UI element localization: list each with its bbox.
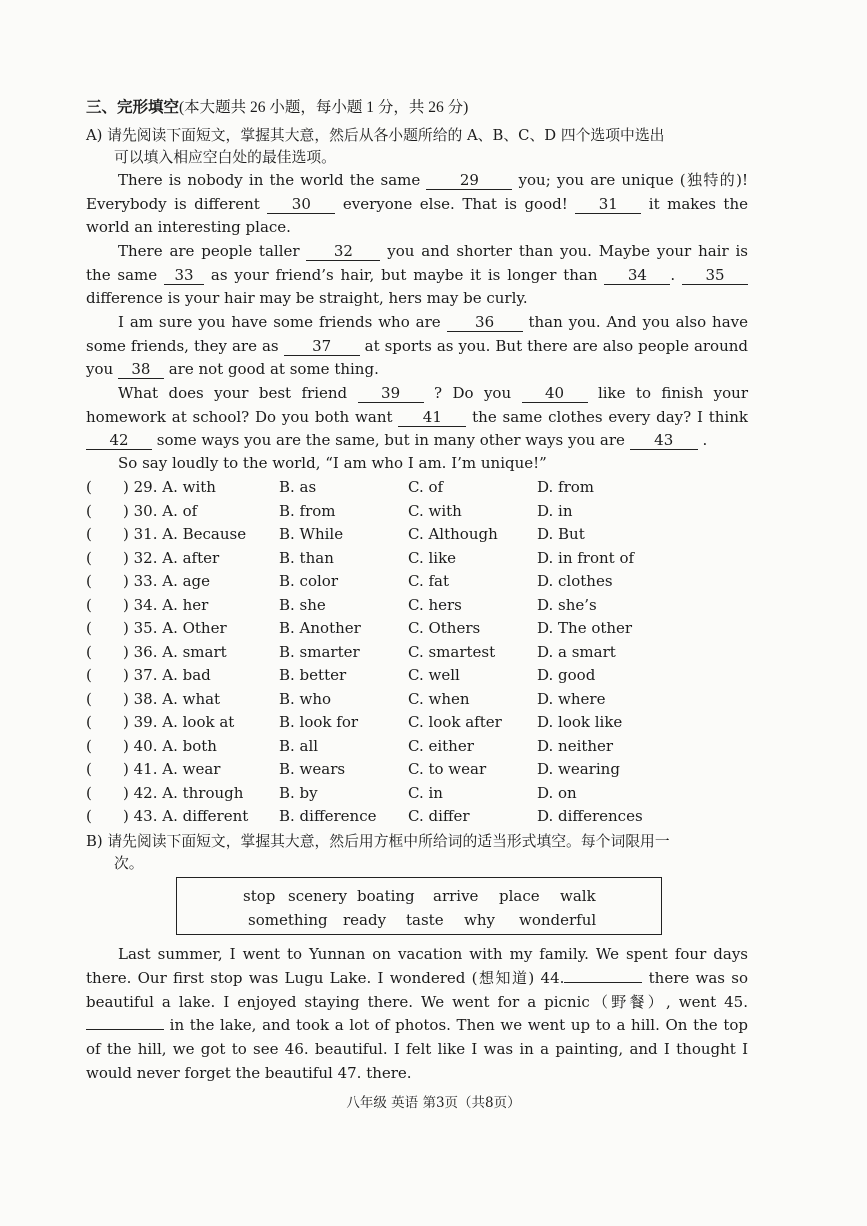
question-row	[86, 805, 766, 827]
option-c[interactable]: C. Although	[408, 525, 498, 543]
option-b[interactable]: B. she	[279, 595, 326, 614]
blank-32[interactable]: 32	[306, 242, 380, 261]
question-row	[86, 547, 766, 569]
option-d[interactable]: D. she’s	[537, 595, 597, 614]
word-bank-item: scenery	[288, 887, 348, 905]
option-d[interactable]: D. differences	[537, 807, 643, 825]
option-d[interactable]: D. in front of	[537, 548, 635, 567]
question-row	[86, 500, 766, 522]
option-b[interactable]: B. color	[279, 572, 338, 590]
blank-43[interactable]: 43	[630, 431, 698, 450]
blank-36[interactable]: 36	[447, 313, 523, 332]
option-c[interactable]: C. hers	[408, 595, 462, 614]
option-d[interactable]: D. from	[537, 478, 595, 496]
option-c[interactable]: C. smartest	[408, 642, 496, 661]
section-title-rest: (本大题共 26 小题，每小题 1 分，共 26 分)	[179, 99, 469, 116]
blank-34[interactable]: 34	[604, 266, 670, 285]
option-d[interactable]: D. neither	[537, 736, 614, 755]
question-number-option-a[interactable]: ) 42. A. through	[123, 783, 244, 802]
blank-44[interactable]	[564, 982, 642, 983]
blank-30[interactable]: 30	[267, 195, 335, 214]
answer-paren[interactable]: (	[86, 642, 92, 661]
option-c[interactable]: C. fat	[408, 572, 450, 590]
option-b[interactable]: B. from	[279, 501, 336, 520]
option-b[interactable]: B. wears	[279, 760, 346, 778]
part-b-instruction-1: B) 请先阅读下面短文，掌握其大意，然后用方框中所给词的适当形式填空。每个词限用一	[86, 833, 670, 850]
question-row	[86, 476, 766, 498]
question-number-option-a[interactable]: ) 32. A. after	[123, 548, 220, 567]
blank-37[interactable]: 37	[284, 337, 360, 356]
passage-paragraph-2: There are people taller 32 you and shorter than you. Maybe your hair is the same 33 as your friend’s hair, but maybe it is longer than 34 . 35 difference is your hair may be straight, hers may be curly.	[86, 242, 748, 307]
option-c[interactable]: C. like	[408, 548, 457, 567]
part-b-instruction-2: 次。	[114, 855, 144, 872]
question-number-option-a[interactable]: ) 41. A. wear	[123, 760, 221, 778]
question-number-option-a[interactable]: ) 36. A. smart	[123, 642, 227, 661]
answer-paren[interactable]: (	[86, 783, 92, 802]
page-footer: 八年级 英语 第3页（共8页）	[346, 1095, 521, 1111]
answer-paren[interactable]: (	[86, 713, 92, 731]
question-number-option-a[interactable]: ) 43. A. different	[123, 807, 249, 825]
passage-paragraph-5: So say loudly to the world, “I am who I am. I’m unique!”	[118, 454, 547, 472]
question-row	[86, 711, 766, 733]
option-b[interactable]: B. Another	[279, 619, 361, 637]
question-row	[86, 758, 766, 780]
option-b[interactable]: B. smarter	[279, 642, 360, 661]
option-d[interactable]: D. where	[537, 689, 606, 708]
blank-41[interactable]: 41	[398, 408, 466, 427]
option-c[interactable]: C. when	[408, 689, 470, 708]
blank-35[interactable]: 35	[682, 266, 748, 285]
question-row	[86, 617, 766, 639]
question-row	[86, 688, 766, 710]
part-b-passage: Last summer, I went to Yunnan on vacation with my family. We spent four days there. Our first stop was Lugu Lake. I wondered (想知道) 44. there was so beautiful a lake. I enjoyed staying there. We went for a picnic（野餐）, went 45. in the lake, and took a lot of photos. Then we went up to a hill. On the top of the hill, we got to see 46. beautiful. I felt like I was in a painting, and I thought I would never forget the beautiful 47. there.	[86, 945, 748, 1082]
option-b[interactable]: B. look for	[279, 713, 359, 731]
option-b[interactable]: B. by	[279, 783, 318, 802]
part-a-instruction-1: A) 请先阅读下面短文，掌握其大意，然后从各小题所给的 A、B、C、D 四个选项中选出	[86, 127, 665, 144]
blank-40[interactable]: 40	[522, 384, 588, 403]
passage-paragraph-4: What does your best friend 39 ? Do you 40 like to finish your homework at school? Do you both want 41 the same clothes every day? I think 42 some ways you are the same, but in many other ways you are 43 .	[86, 384, 748, 449]
option-b[interactable]: B. While	[279, 525, 344, 543]
question-row	[86, 782, 766, 804]
question-number-option-a[interactable]: ) 33. A. age	[123, 572, 211, 590]
part-a-instruction-2: 可以填入相应空白处的最佳选项。	[114, 149, 336, 166]
question-row	[86, 523, 766, 545]
option-d[interactable]: D. clothes	[537, 572, 613, 590]
word-bank-item: boating	[357, 887, 415, 905]
answer-paren[interactable]: (	[86, 572, 92, 590]
answer-paren[interactable]: (	[86, 595, 92, 614]
word-bank-item: ready	[343, 911, 387, 929]
answer-paren[interactable]: (	[86, 807, 92, 825]
word-bank-item: something	[248, 911, 328, 929]
blank-38[interactable]: 38	[118, 360, 164, 379]
option-d[interactable]: D. wearing	[537, 760, 620, 778]
option-b[interactable]: B. than	[279, 548, 334, 567]
answer-paren[interactable]: (	[86, 619, 92, 637]
option-c[interactable]: C. with	[408, 501, 462, 520]
question-number-option-a[interactable]: ) 30. A. of	[123, 501, 198, 520]
answer-paren[interactable]: (	[86, 525, 92, 543]
question-number-option-a[interactable]: ) 29. A. with	[123, 478, 216, 496]
option-c[interactable]: C. differ	[408, 807, 470, 825]
word-bank-item: place	[499, 887, 540, 905]
question-number-option-a[interactable]: ) 37. A. bad	[123, 666, 211, 684]
question-number-option-a[interactable]: ) 35. A. Other	[123, 619, 227, 637]
question-row	[86, 594, 766, 616]
question-row	[86, 664, 766, 686]
option-d[interactable]: D. The other	[537, 619, 633, 637]
question-number-option-a[interactable]: ) 34. A. her	[123, 595, 209, 614]
blank-29[interactable]: 29	[426, 171, 512, 190]
question-number-option-a[interactable]: ) 40. A. both	[123, 736, 217, 755]
blank-42[interactable]: 42	[86, 431, 152, 450]
option-b[interactable]: B. difference	[279, 807, 377, 825]
word-bank-item: wonderful	[519, 911, 597, 929]
answer-paren[interactable]: (	[86, 760, 92, 778]
option-c[interactable]: C. look after	[408, 713, 502, 731]
option-b[interactable]: B. who	[279, 689, 332, 708]
option-b[interactable]: B. as	[279, 478, 317, 496]
option-d[interactable]: D. good	[537, 666, 596, 684]
option-d[interactable]: D. in	[537, 501, 573, 520]
question-number-option-a[interactable]: ) 39. A. look at	[123, 713, 235, 731]
blank-39[interactable]: 39	[358, 384, 424, 403]
question-row	[86, 641, 766, 663]
answer-paren[interactable]: (	[86, 666, 92, 684]
section-title	[86, 98, 468, 118]
question-number-option-a[interactable]: ) 31. A. Because	[123, 525, 247, 543]
option-b[interactable]: B. better	[279, 666, 347, 684]
answer-paren[interactable]: (	[86, 736, 92, 755]
passage-paragraph-1: There is nobody in the world the same 29 you; you are unique (独特的)! Everybody is different 30 everyone else. That is good! 31 it makes the world an interesting place.	[86, 171, 749, 236]
option-d[interactable]: D. But	[537, 525, 585, 543]
word-bank-item: taste	[406, 911, 444, 929]
option-c[interactable]: C. Others	[408, 619, 481, 637]
option-c[interactable]: C. well	[408, 666, 460, 684]
blank-33[interactable]: 33	[164, 266, 204, 285]
option-c[interactable]: C. to wear	[408, 760, 487, 778]
word-bank-item: why	[464, 911, 495, 929]
word-bank-item: arrive	[433, 887, 479, 905]
question-row	[86, 735, 766, 757]
option-c[interactable]: C. of	[408, 478, 444, 496]
answer-paren[interactable]: (	[86, 689, 92, 708]
answer-paren[interactable]: (	[86, 548, 92, 567]
answer-paren[interactable]: (	[86, 478, 92, 496]
word-bank-item: walk	[560, 887, 596, 905]
answer-paren[interactable]: (	[86, 501, 92, 520]
option-c[interactable]: C. in	[408, 783, 443, 802]
passage-paragraph-3: I am sure you have some friends who are 36 than you. And you also have some friends, they are as 37 at sports as you. But there are also people around you 38 are not good at some thing.	[86, 313, 749, 378]
option-d[interactable]: D. a smart	[537, 642, 616, 661]
word-bank-box	[176, 877, 662, 935]
option-b[interactable]: B. all	[279, 736, 319, 755]
section-title-bold: 三、完形填空	[86, 99, 180, 116]
option-d[interactable]: D. look like	[537, 713, 623, 731]
blank-45[interactable]	[86, 1029, 164, 1030]
blank-31[interactable]: 31	[575, 195, 641, 214]
question-number-option-a[interactable]: ) 38. A. what	[123, 689, 221, 708]
question-row	[86, 570, 766, 592]
option-d[interactable]: D. on	[537, 783, 577, 802]
word-bank-item: stop	[243, 887, 276, 905]
option-c[interactable]: C. either	[408, 736, 474, 755]
